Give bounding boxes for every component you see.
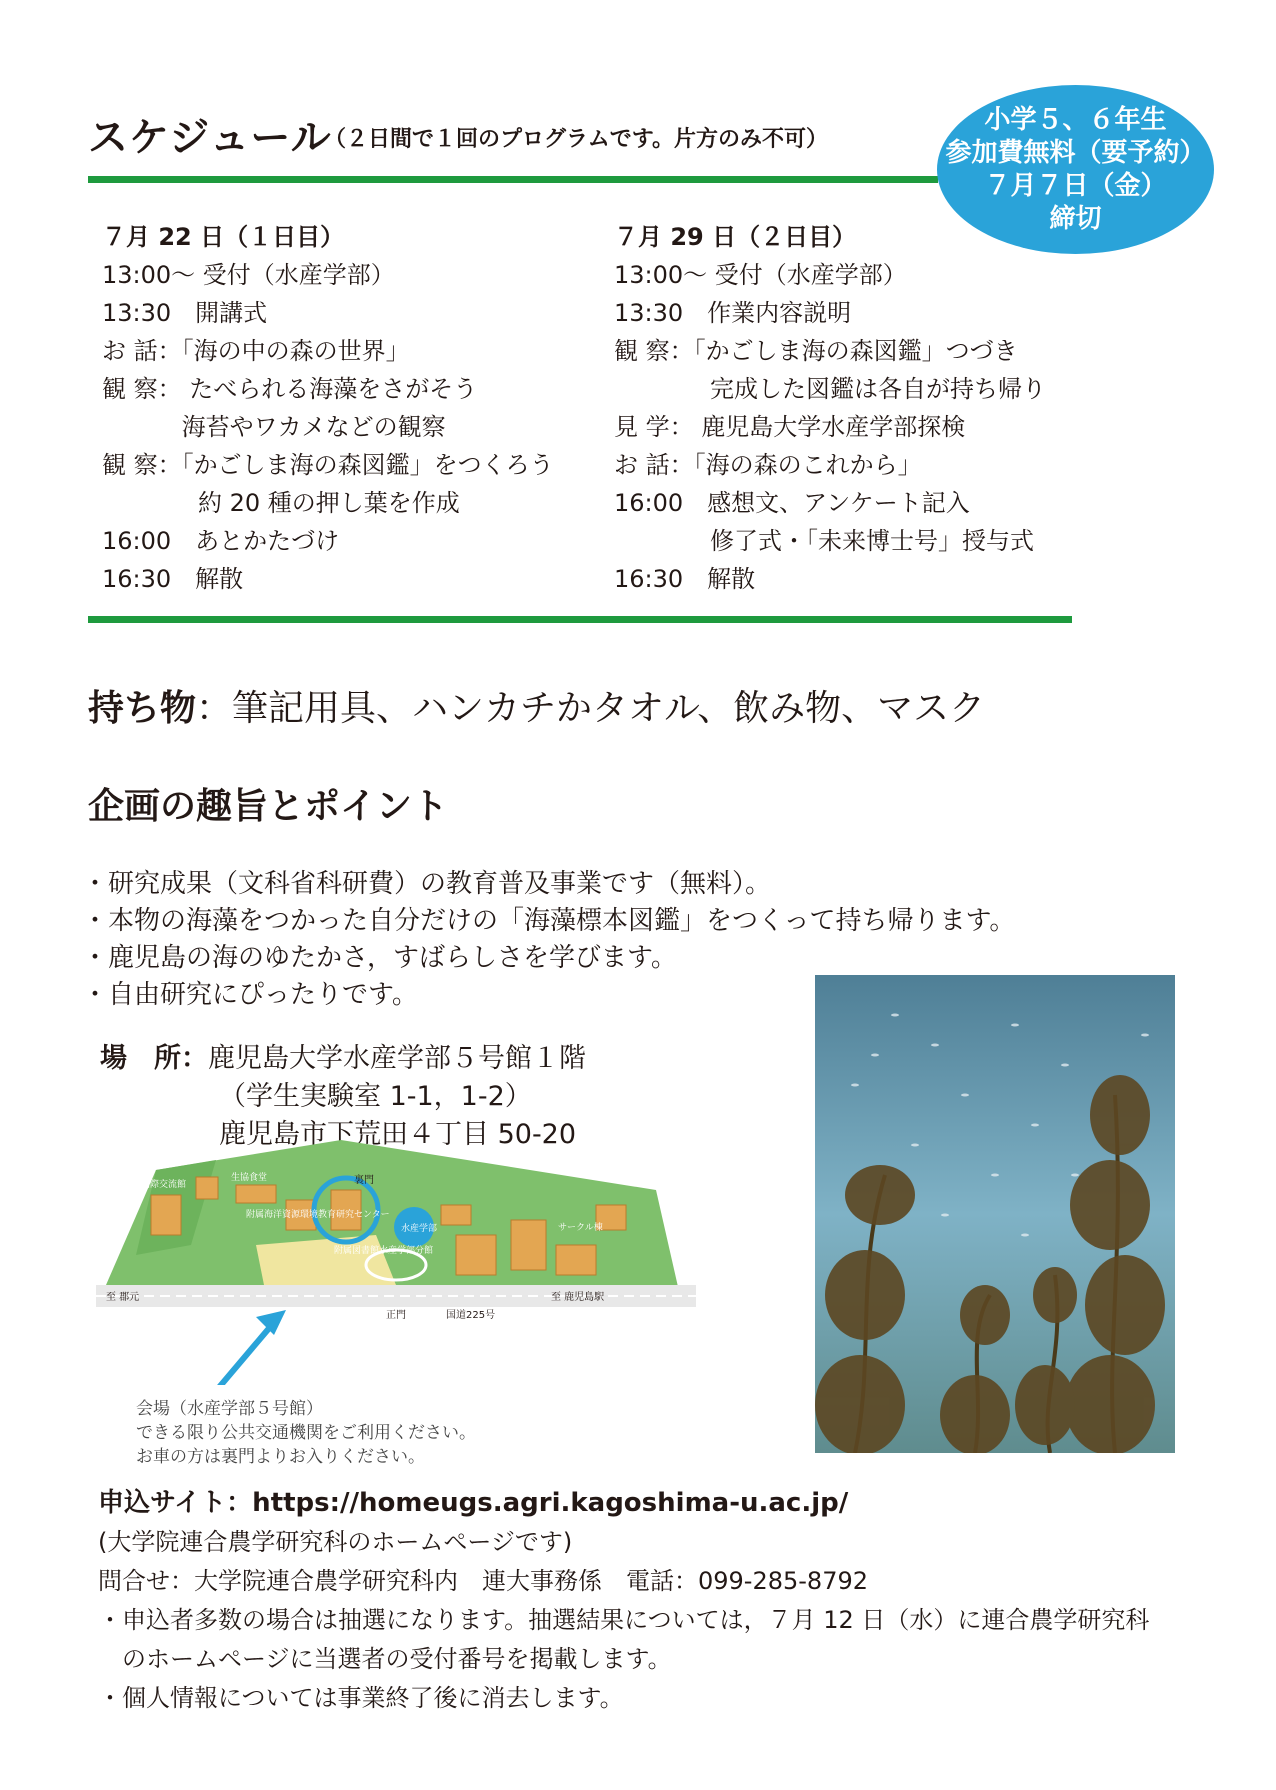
day2-line: 修了式・「未来博士号」授与式 xyxy=(614,527,1034,555)
day2-line: 13:30 作業内容説明 xyxy=(614,299,852,327)
belongings xyxy=(88,680,985,731)
map-label: 至 鹿児島駅 xyxy=(551,1292,605,1303)
venue-label: 場 所： xyxy=(100,1043,208,1074)
inquiry: 問合せ：大学院連合農学研究科内 連大事務係 電話：099-285-8792 xyxy=(98,1567,869,1595)
map-label: 至 郡元 xyxy=(106,1292,140,1303)
purpose-heading: 企画の趣旨とポイント xyxy=(88,786,449,827)
venue-line: 鹿児島市下荒田４丁目 50-20 xyxy=(219,1119,577,1150)
schedule-subtitle: （２日間で１回のプログラムです。片方のみ不可） xyxy=(324,127,829,152)
day2-heading: ７月 29 日（２日目） xyxy=(614,223,857,251)
map-label: 国際交流館 xyxy=(141,1180,187,1190)
map-note: できる限り公共交通機関をご利用ください。 xyxy=(136,1423,476,1443)
map-label: 国道225号 xyxy=(446,1310,496,1321)
list-item: ・鹿児島の海のゆたかさ，すばらしさを学びます。 xyxy=(82,943,677,973)
map-label: 裏門 xyxy=(354,1175,374,1186)
badge-line-1: 小学５、６年生 xyxy=(984,104,1167,135)
list-item: ・研究成果（文科省科研費）の教育普及事業です（無料）。 xyxy=(82,869,772,899)
day1-line: 16:00 あとかたづけ xyxy=(102,527,340,555)
map-label: 生協食堂 xyxy=(231,1173,268,1183)
map-note: お車の方は裏門よりお入りください。 xyxy=(136,1447,425,1467)
underwater-kelp-photo xyxy=(815,975,1175,1453)
campus-map xyxy=(96,1135,716,1385)
day2-line: 完成した図鑑は各自が持ち帰り xyxy=(614,375,1046,403)
map-label: 正門 xyxy=(386,1310,406,1321)
belongings-text: ：筆記用具、ハンカチかタオル、飲み物、マスク xyxy=(196,688,986,729)
day1-line: 13:30 開講式 xyxy=(102,299,268,327)
map-note: 会場（水産学部５号館） xyxy=(136,1399,323,1419)
day1-line: 約 20 種の押し葉を作成 xyxy=(102,489,460,517)
badge-line-3: ７月７日（金） xyxy=(984,170,1167,201)
day1-heading: ７月 22 日（１日目） xyxy=(102,223,345,251)
belongings-label: 持ち物 xyxy=(88,688,197,729)
day1-line: 13:00～ 受付（水産学部） xyxy=(102,261,395,289)
venue-line: （学生実験室 1-1，1-2） xyxy=(219,1081,532,1112)
day1-line: 観 察：「かごしま海の森図鑑」をつくろう xyxy=(102,451,554,479)
day2-line: 観 察：「かごしま海の森図鑑」つづき xyxy=(614,337,1018,365)
schedule-title: スケジュール xyxy=(88,115,332,161)
map-notes xyxy=(136,1397,476,1469)
badge-line-4: 締切 xyxy=(1049,203,1102,234)
top-rule xyxy=(88,176,938,183)
day2-line: 16:30 解散 xyxy=(614,565,756,593)
day1-line: 観 察： たべられる海藻をさがそう xyxy=(102,375,478,403)
badge-line-2: 参加費無料（要予約） xyxy=(945,137,1206,168)
note: ・個人情報については事業終了後に消去します。 xyxy=(98,1684,624,1712)
day2-line: 13:00～ 受付（水産学部） xyxy=(614,261,907,289)
map-label: 附属海洋資源環境教育研究センター xyxy=(246,1210,390,1220)
contact-block xyxy=(98,1484,1149,1718)
site-note: (大学院連合農学研究科のホームページです) xyxy=(98,1528,573,1556)
bottom-rule xyxy=(88,616,1072,623)
apply-site[interactable]: 申込サイト：https://homeugs.agri.kagoshima-u.ac.jp/ xyxy=(98,1488,849,1518)
day1-line: 海苔やワカメなどの観察 xyxy=(102,413,446,441)
list-item: ・自由研究にぴったりです。 xyxy=(82,980,418,1010)
list-item: ・本物の海藻をつかった自分だけの「海藻標本図鑑」をつくって持ち帰ります。 xyxy=(82,906,1016,936)
map-label: 附属図書館水産学部分館 xyxy=(334,1246,434,1256)
note: ・申込者多数の場合は抽選になります。抽選結果については，７月 12 日（水）に連合農学研究科 xyxy=(98,1606,1150,1634)
day1-line: お 話：「海の中の森の世界」 xyxy=(102,337,410,365)
map-label: サークル棟 xyxy=(558,1223,603,1233)
day2-line: 16:00 感想文、アンケート記入 xyxy=(614,489,970,517)
day2-column xyxy=(614,218,1094,598)
venue-line: 鹿児島大学水産学部５号館１階 xyxy=(208,1043,586,1074)
day1-line: 16:30 解散 xyxy=(102,565,244,593)
note: のホームページに当選者の受付番号を掲載します。 xyxy=(122,1645,672,1673)
day2-line: 見 学： 鹿児島大学水産学部探検 xyxy=(614,413,966,441)
day1-column xyxy=(102,218,602,598)
day2-line: お 話：「海の森のこれから」 xyxy=(614,451,922,479)
map-label: 水産学部 xyxy=(401,1224,438,1234)
